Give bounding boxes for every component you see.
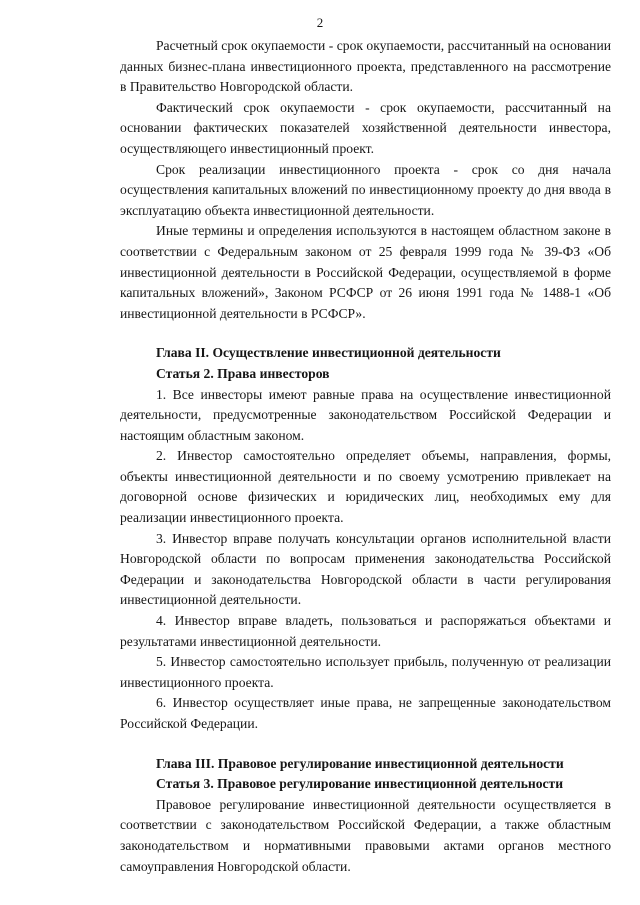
page-number: 2 [316,15,324,30]
document-body [120,36,611,877]
definition-paragraph: Иные термины и определения используются в настоящем областном законе в соответствии с Федеральным законом от 25 февраля 1999 года № 39-ФЗ «Об инвестиционной деятельности в Российской Федерации, осуществляемой в форме капитальных вложений», Законом РСФСР от 26 июня 1991 года № 1488-1 «Об инвестиционной деятельности в РСФСР». [120,223,611,321]
article-paragraph: 4. Инвестор вправе владеть, пользоваться и распоряжаться объектами и результатами инвестиционной деятельности. [120,613,611,649]
article-heading: Статья 3. Правовое регулирование инвестиционной деятельности [156,776,564,792]
article-paragraph: 2. Инвестор самостоятельно определяет объемы, направления, формы, объекты инвестиционной деятельности и по своему усмотрению привлекает на договорной основе физических и юридических лиц, необходимых ему для реализации инвестиционного проекта. [120,448,611,526]
definition-paragraph: Расчетный срок окупаемости - срок окупаемости, рассчитанный на основании данных бизнес-плана инвестиционного проекта, представленного на рассмотрение в Правительство Новгородской области. [120,38,611,95]
section-spacer [120,324,611,343]
article-paragraph: Правовое регулирование инвестиционной деятельности осуществляется в соответствии с законодательством Российской Федерации, а также областным законодательством и нормативными правовыми актами органов местного самоуправления Новгородской области. [120,796,611,874]
definition-paragraph: Срок реализации инвестиционного проекта - срок со дня начала осуществления капитальных вложений по инвестиционному проекту до дня ввода в эксплуатацию объекта инвестиционной деятельности. [120,161,611,218]
article-heading: Статья 2. Права инвесторов [156,365,330,381]
article-paragraph: 3. Инвестор вправе получать консультации органов исполнительной власти Новгородской области по вопросам применения законодательства Российской Федерации и законодательства Новгородской области в части регулирования инвестиционной деятельности. [120,530,611,608]
chapter-heading: Глава III. Правовое регулирование инвестиционной деятельности [156,755,564,771]
article-paragraph: 1. Все инвесторы имеют равные права на осуществление инвестиционной деятельности, предусмотренные законодательством Российской Федерации и настоящим областным законом. [120,386,611,443]
article-paragraph: 5. Инвестор самостоятельно использует прибыль, полученную от реализации инвестиционного проекта. [120,654,611,690]
article-paragraph: 6. Инвестор осуществляет иные права, не запрещенные законодательством Российской Федерации. [120,695,611,731]
chapter-heading: Глава II. Осуществление инвестиционной деятельности [156,345,501,361]
definition-paragraph: Фактический срок окупаемости - срок окупаемости, рассчитанный на основании фактических показателей хозяйственной деятельности инвестора, осуществляющего инвестиционный проект. [120,99,611,156]
section-spacer [120,735,611,754]
